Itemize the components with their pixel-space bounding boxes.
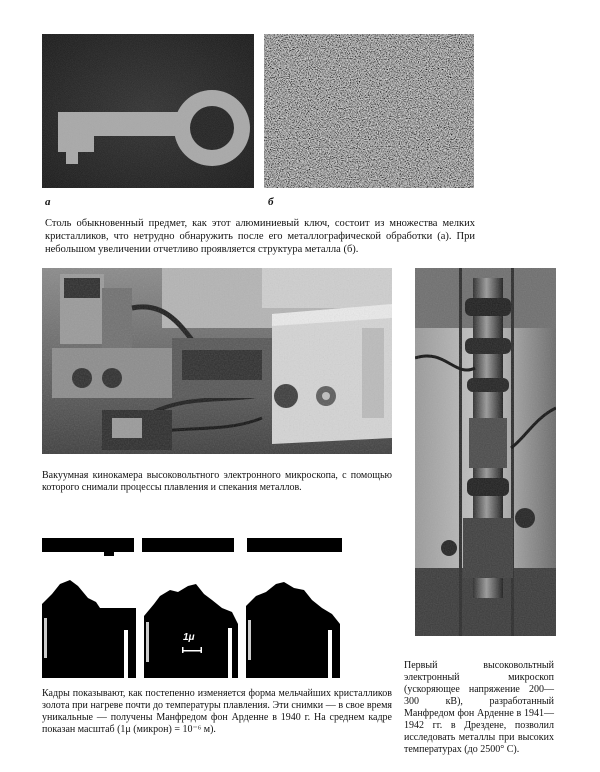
camera-caption-text: Вакуумная кинокамера высоковольтного электронного микроскопа, с помощью которого снимали процессы плавления и спекания металлов. [42, 470, 392, 493]
crystal-frame-1 [42, 580, 136, 678]
crystal-frame-2 [144, 584, 238, 678]
crystals-caption [42, 688, 392, 736]
electron-microscope-photo [415, 268, 556, 636]
figure-label-b: б [268, 196, 274, 208]
metal-structure-photo [264, 34, 474, 188]
crystals-caption-text: Кадры показывают, как постепенно изменяется форма мельчайших кристалликов золота при нагреве почти до температуры плавления. Эти снимки — в свое время уникальные — получены Манфредом фон Арденне в 1940 г. На среднем кадре показан масштаб (1μ (микрон) = 10⁻⁶ м). [42, 688, 392, 735]
scale-bar-label: 1μ [183, 632, 195, 643]
vacuum-camera-photo [42, 268, 392, 454]
key-caption [45, 217, 475, 256]
figure-label-a: а [45, 196, 51, 208]
aluminium-key-photo [42, 34, 254, 188]
microscope-caption-text: Первый высоковольтный электронный микроскоп (ускоряющее напряжение 200—300 кВ), разработанный Манфредом фон Арденне в 1941—1942 гг. в Дрездене, позволил исследовать металлы при высоких температурах (до 2500° С). [404, 660, 554, 755]
crystal-frame-3 [246, 582, 340, 678]
camera-caption [42, 470, 392, 494]
gold-crystals-frames [42, 538, 342, 678]
key-caption-text: Столь обыкновенный предмет, как этот алюминиевый ключ, состоит из множества мелких кристалликов, что нетрудно обнаружить после его металлографической обработки (а). При небольшом увеличении отчетливо проявляется структура металла (б). [45, 218, 475, 255]
microscope-caption [404, 660, 554, 756]
